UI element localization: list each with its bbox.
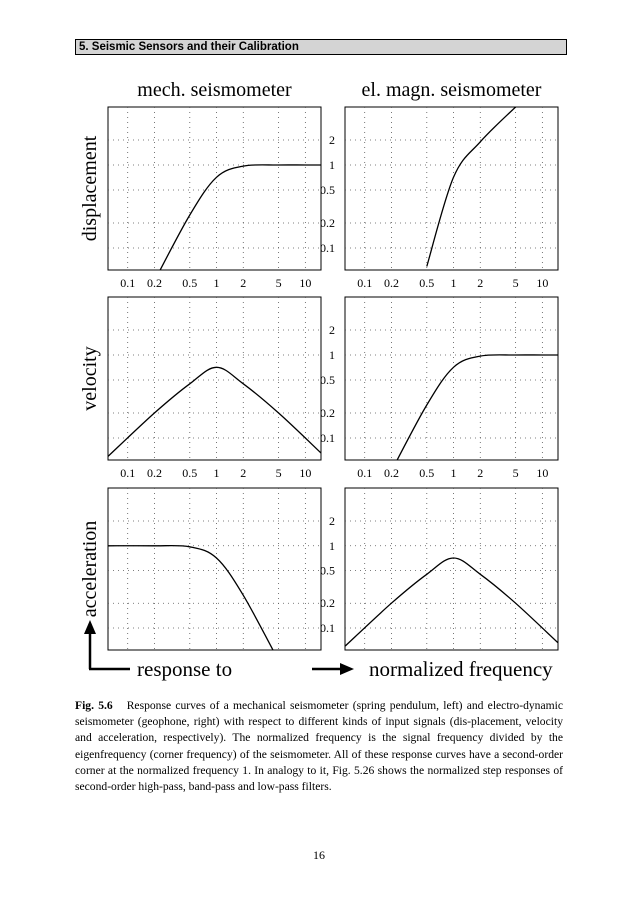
x-tick-label: 10 bbox=[536, 466, 549, 480]
page-number: 16 bbox=[313, 848, 325, 862]
x-tick-label: 1 bbox=[213, 466, 220, 480]
y-tick-label: 1 bbox=[329, 538, 335, 553]
x-tick-label: 10 bbox=[536, 276, 549, 290]
x-tick-label: 0.5 bbox=[182, 276, 198, 290]
x-tick-label: 0.2 bbox=[146, 276, 162, 290]
x-tick-label: 5 bbox=[512, 276, 519, 290]
elmagn-acceleration-curve bbox=[345, 558, 558, 646]
y-tick-label: 0.5 bbox=[320, 563, 335, 578]
y-tick-label: 0.5 bbox=[320, 372, 335, 387]
y-tick-label: 0.1 bbox=[320, 621, 335, 635]
figure-caption bbox=[75, 698, 563, 795]
y-tick-label: 1 bbox=[329, 157, 335, 172]
x-tick-label: 0.1 bbox=[120, 466, 136, 480]
y-tick-label: 0.2 bbox=[320, 216, 335, 231]
x-tick-label: 0.5 bbox=[419, 276, 435, 290]
y-tick-label: 0.2 bbox=[320, 596, 335, 611]
x-tick-label: 0.5 bbox=[182, 466, 198, 480]
row-label-acceleration: acceleration bbox=[79, 520, 101, 618]
y-tick-label: 0.2 bbox=[320, 406, 335, 421]
elmagn-acceleration-frame bbox=[345, 488, 558, 650]
x-tick-label: 10 bbox=[299, 466, 312, 480]
y-tick-label: 0.1 bbox=[320, 431, 335, 445]
mech-velocity-frame bbox=[108, 297, 321, 460]
column-title-elmagn: el. magn. seismometer bbox=[361, 79, 542, 101]
row-label-velocity: velocity bbox=[79, 346, 101, 411]
mech-acceleration-frame bbox=[108, 488, 321, 650]
y-tick-label: 2 bbox=[329, 323, 335, 337]
x-tick-label: 2 bbox=[477, 276, 484, 290]
section-header: 5. Seismic Sensors and their Calibration bbox=[75, 39, 567, 55]
x-tick-label: 0.5 bbox=[419, 466, 435, 480]
y-tick-label: 1 bbox=[329, 347, 335, 362]
x-tick-label: 0.1 bbox=[357, 276, 373, 290]
figure-label: Fig. 5.6 bbox=[75, 699, 113, 712]
x-tick-label: 5 bbox=[275, 466, 282, 480]
x-tick-label: 2 bbox=[477, 466, 484, 480]
caption-text: Response curves of a mechanical seismometer (spring pendulum, left) and electro-dynamic seismometer (geophone, right) with respect to different kinds of input signals (dis-placement, velocity and acceleration, respectively). The normalized frequency is the signal frequency divided by the eigenfrequency (corner frequency) of the seismometer. All of these response curves have a second-order corner at the normalized frequency 1. In analogy to it, Fig. 5.26 shows the normalized step responses of second-order high-pass, band-pass and low-pass filters. bbox=[75, 699, 563, 794]
elmagn-displacement-curve bbox=[427, 82, 543, 266]
x-tick-label: 10 bbox=[299, 276, 312, 290]
y-tick-label: 0.5 bbox=[320, 182, 335, 197]
x-tick-label: 1 bbox=[213, 276, 220, 290]
x-tick-label: 0.2 bbox=[146, 466, 162, 480]
x-tick-label: 0.2 bbox=[383, 466, 399, 480]
column-title-mech: mech. seismometer bbox=[137, 79, 292, 101]
x-tick-label: 5 bbox=[275, 276, 282, 290]
y-tick-label: 2 bbox=[329, 133, 335, 147]
x-tick-label: 1 bbox=[450, 466, 457, 480]
x-tick-label: 0.2 bbox=[383, 276, 399, 290]
row-label-displacement: displacement bbox=[79, 135, 101, 242]
mech-displacement-frame bbox=[108, 107, 321, 270]
y-tick-label: 2 bbox=[329, 514, 335, 528]
x-tick-label: 2 bbox=[240, 466, 247, 480]
x-tick-label: 5 bbox=[512, 466, 519, 480]
mech-velocity-curve bbox=[108, 367, 321, 456]
response-to-label: response to bbox=[137, 657, 233, 681]
x-tick-label: 0.1 bbox=[120, 276, 136, 290]
up-arrow-head bbox=[84, 620, 96, 634]
elmagn-velocity-frame bbox=[345, 297, 558, 460]
x-tick-label: 2 bbox=[240, 276, 247, 290]
normalized-frequency-label: normalized frequency bbox=[369, 657, 553, 681]
elmagn-displacement-frame bbox=[345, 107, 558, 270]
x-tick-label: 0.1 bbox=[357, 466, 373, 480]
right-arrow-head bbox=[340, 663, 354, 675]
y-tick-label: 0.1 bbox=[320, 241, 335, 255]
x-tick-label: 1 bbox=[450, 276, 457, 290]
